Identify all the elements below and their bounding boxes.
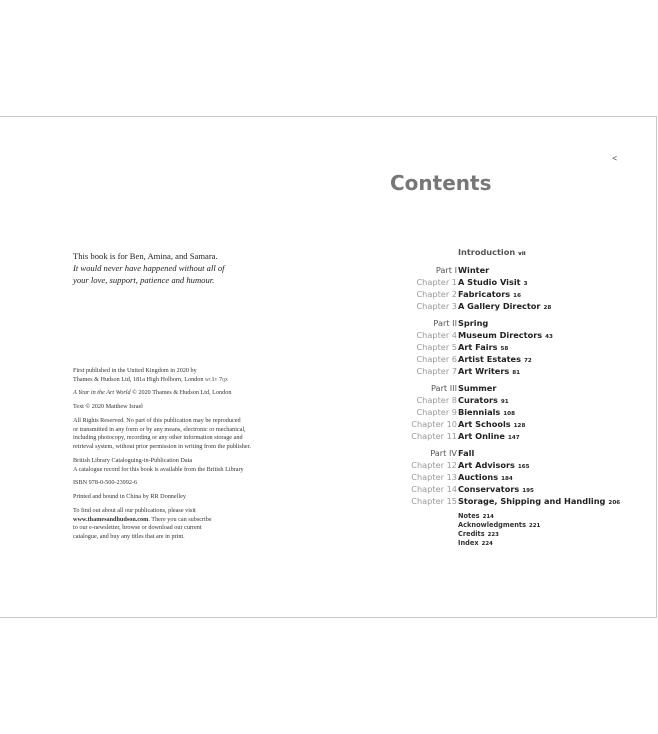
imprint-cataloguing: [73, 457, 303, 474]
toc-page-number: 206: [608, 500, 621, 506]
toc-chapter-label: Chapter 14: [411, 484, 457, 494]
toc-chapter-label: Chapter 1: [416, 277, 457, 287]
imprint-rights: [73, 417, 303, 451]
toc-part-title: Fall: [458, 448, 475, 458]
toc-introduction[interactable]: [458, 247, 526, 257]
toc-chapter-label: Chapter 3: [416, 301, 457, 311]
right-page: [329, 117, 657, 617]
toc-chapter-row[interactable]: [329, 353, 657, 365]
toc-page-number: 165: [517, 464, 530, 470]
toc-chapter-row[interactable]: [329, 341, 657, 353]
toc-chapter-title: A Studio Visit: [458, 277, 521, 287]
imprint-website: [73, 507, 303, 541]
toc-page-number: 58: [500, 346, 509, 352]
toc-part-label: Part II: [433, 318, 457, 328]
imprint-publisher: [73, 367, 303, 384]
toc-chapter-row[interactable]: [329, 495, 657, 507]
toc-chapter-title: Fabricators: [458, 289, 511, 299]
toc-back-title: Index: [458, 539, 479, 547]
toc-part-title: Summer: [458, 383, 497, 393]
imprint-text: British Library Cataloguing-in-Publication Data: [73, 456, 193, 464]
toc-page-number: 223: [487, 532, 499, 538]
toc-back-title: Acknowledgments: [458, 521, 526, 529]
imprint-isbn: ISBN 978-0-500-23992-6: [73, 479, 138, 487]
toc-page-number: 28: [543, 305, 552, 311]
toc-chapter-row[interactable]: [329, 329, 657, 341]
imprint-text: To find out about all our publications, please visit: [73, 507, 196, 515]
toc-chapter-label: Chapter 7: [416, 366, 457, 376]
toc-chapter-row[interactable]: [329, 418, 657, 430]
toc-part-row[interactable]: [329, 382, 657, 394]
imprint-text: First published in the United Kingdom in 2020 by: [73, 367, 197, 374]
toc-page-number: 224: [481, 541, 493, 547]
toc-chapter-row[interactable]: [329, 288, 657, 300]
imprint-printer: Printed and bound in China by RR Donnelley: [73, 493, 186, 501]
toc-chapter-title: Art Fairs: [458, 342, 498, 352]
toc-chapter-label: Chapter 15: [411, 496, 457, 506]
toc-chapter-row[interactable]: [329, 406, 657, 418]
toc-chapter-label: Chapter 6: [416, 354, 457, 364]
dedication-line: This book is for Ben, Amina, and Samara.: [73, 251, 218, 261]
imprint-book-title: A Year in the Art World: [73, 389, 131, 397]
toc-chapter-title: Conservators: [458, 484, 520, 494]
toc-chapter-title: Auctions: [458, 472, 499, 482]
dedication: [73, 250, 303, 286]
imprint-copyright: [73, 389, 303, 398]
toc-chapter-label: Chapter 8: [416, 395, 457, 405]
toc-chapter-label: Chapter 11: [411, 431, 457, 441]
toc-page-number: 214: [482, 514, 494, 520]
toc-chapter-title: Biennials: [458, 407, 501, 417]
toc-part-row[interactable]: [329, 264, 657, 276]
toc-chapter-title: Storage, Shipping and Handling: [458, 496, 606, 506]
toc-back-matter-item[interactable]: [458, 539, 493, 549]
toc-part-row[interactable]: [329, 317, 657, 329]
toc-chapter-title: Art Schools: [458, 419, 511, 429]
toc-part-row[interactable]: [329, 447, 657, 459]
toc-chapter-row[interactable]: [329, 276, 657, 288]
imprint-text: Thames & Hudson Ltd, 181a High Holborn, London: [73, 375, 205, 383]
toc-part-label: Part IV: [430, 448, 457, 458]
toc-chapter-title: Museum Directors: [458, 330, 543, 340]
toc-chapter-label: Chapter 4: [416, 330, 457, 340]
toc-back-title: Credits: [458, 530, 485, 538]
toc-chapter-label: Chapter 13: [411, 472, 457, 482]
toc-chapter-title: A Gallery Director: [458, 301, 541, 311]
toc-back-title: Notes: [458, 512, 480, 520]
toc-page-number: 195: [522, 488, 534, 494]
website-link[interactable]: www.thamesandhudson.com: [73, 515, 149, 523]
toc-page-number: 221: [529, 523, 541, 529]
copyright-imprint: [73, 367, 303, 547]
toc-chapter-row[interactable]: [329, 394, 657, 406]
dedication-line: It would never have happened without all of: [73, 263, 225, 273]
imprint-text: to our e-newsletter, browse or download our current: [73, 524, 202, 532]
toc-chapter-label: Chapter 9: [416, 407, 457, 417]
toc-page-number: 91: [500, 399, 509, 405]
toc-chapter-label: Chapter 12: [411, 460, 457, 470]
toc-page-number: 81: [512, 370, 521, 376]
toc-chapter-title: Art Advisors: [458, 460, 515, 470]
toc-page-number: 147: [507, 435, 520, 441]
toc-part-title: Spring: [458, 318, 489, 328]
toc-page-number: 108: [503, 411, 515, 417]
imprint-text: including photocopy, recording or any other information storage and: [73, 434, 243, 442]
imprint-text: catalogue, and buy any titles that are in print.: [73, 532, 185, 540]
imprint-text: . There you can subscribe: [148, 515, 212, 523]
toc-page-number: vii: [518, 251, 526, 257]
toc-page-number: 3: [523, 281, 528, 287]
toc-chapter-title: Artist Estates: [458, 354, 521, 364]
imprint-text: or transmitted in any form or by any means, electronic or mechanical,: [73, 425, 246, 433]
toc-chapter-row[interactable]: [329, 471, 657, 483]
toc-title: Introduction: [458, 247, 516, 257]
imprint-text: A catalogue record for this book is available from the British Library: [73, 465, 244, 473]
toc-chapter-row[interactable]: [329, 483, 657, 495]
toc-chapter-row[interactable]: [329, 459, 657, 471]
toc-chapter-title: Curators: [458, 395, 498, 405]
toc-chapter-label: Chapter 2: [416, 289, 457, 299]
imprint-postcode: wc1v 7qx: [205, 375, 228, 383]
chevron-left-icon[interactable]: <: [612, 154, 617, 163]
toc-page-number: 72: [523, 358, 532, 364]
toc-chapter-label: Chapter 5: [416, 342, 457, 352]
toc-chapter-row[interactable]: [329, 365, 657, 377]
toc-chapter-title: Art Writers: [458, 366, 510, 376]
toc-page-number: 184: [501, 476, 513, 482]
imprint-text: retrieval system, without prior permission in writing from the publisher.: [73, 443, 251, 451]
imprint-text: © 2020 Thames & Hudson Ltd, London: [130, 389, 232, 397]
toc-page-number: 16: [513, 293, 521, 299]
toc-page-number: 43: [545, 334, 553, 340]
toc-chapter-title: Art Online: [458, 431, 505, 441]
toc-chapter-label: Chapter 10: [411, 419, 457, 429]
book-spread: [0, 116, 657, 618]
left-page: [0, 117, 329, 617]
imprint-text-copyright: Text © 2020 Matthew Israel: [73, 403, 143, 411]
toc-part-label: Part I: [435, 265, 457, 275]
toc-chapter-row[interactable]: [329, 300, 657, 312]
imprint-text: All Rights Reserved. No part of this publication may be reproduced: [73, 417, 241, 425]
page-title: Contents: [390, 171, 492, 195]
toc-part-title: Winter: [458, 265, 490, 275]
toc-page-number: 128: [513, 423, 526, 429]
toc-part-label: Part III: [430, 383, 457, 393]
dedication-line: your love, support, patience and humour.: [73, 275, 215, 285]
toc-chapter-row[interactable]: [329, 430, 657, 442]
